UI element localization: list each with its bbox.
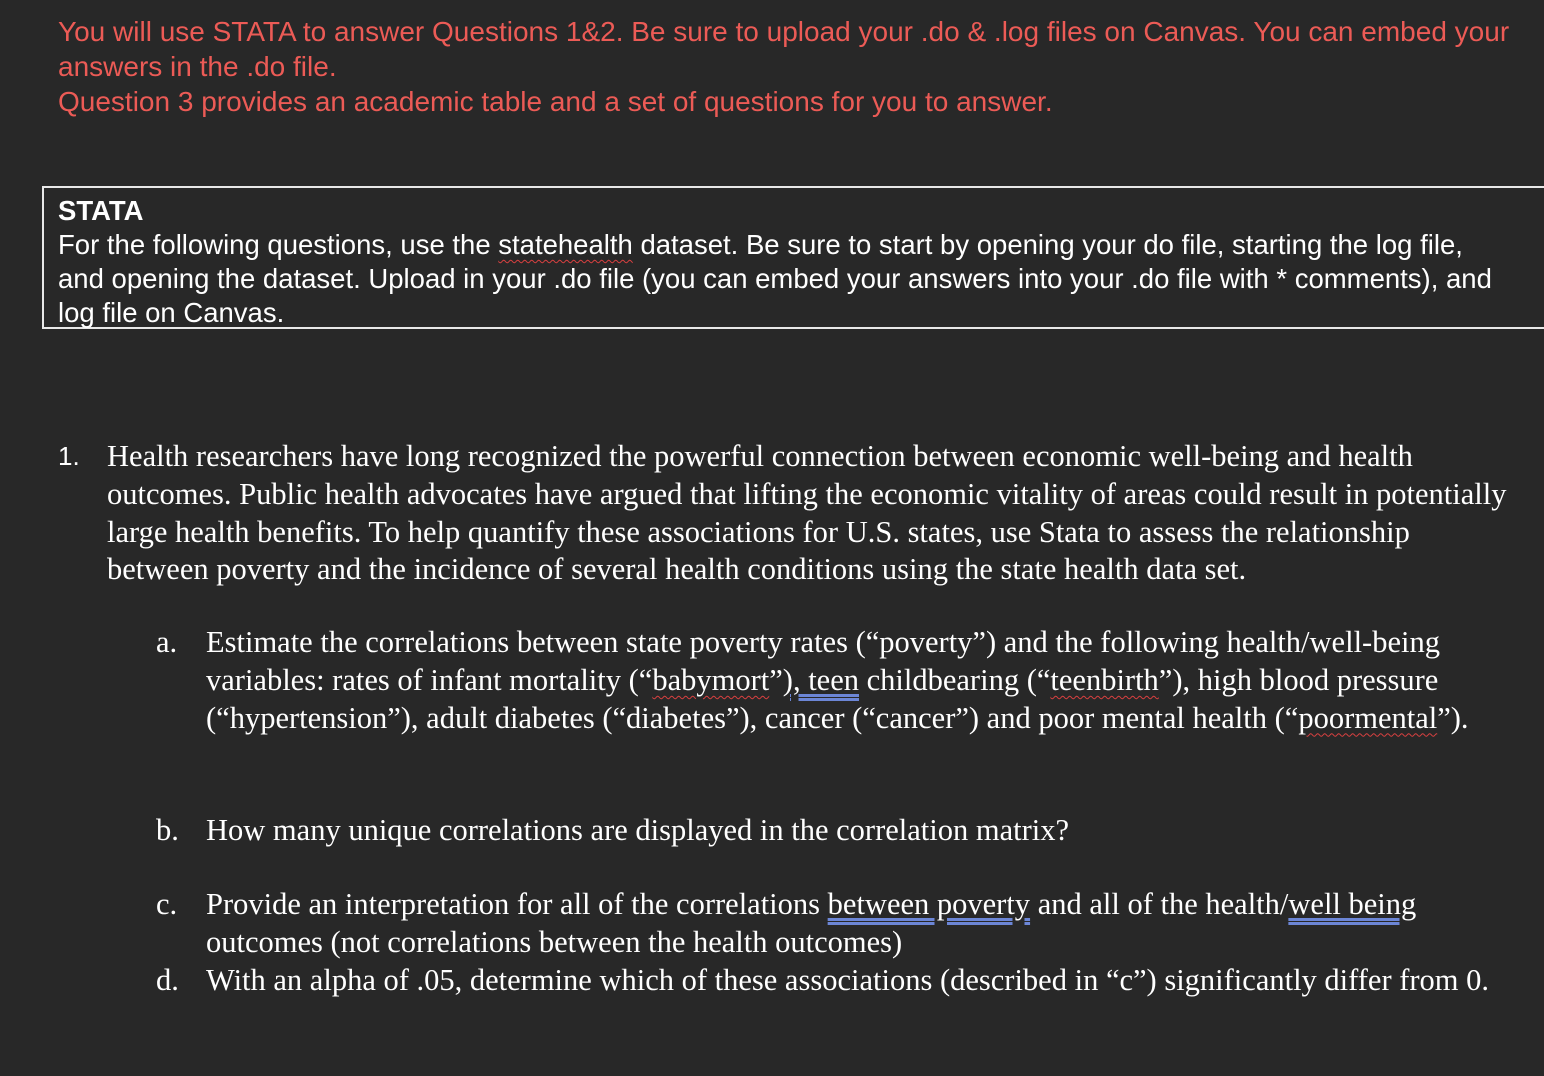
babymort-spellcheck: babymort xyxy=(652,662,770,697)
intro-line-1: You will use STATA to answer Questions 1&2. Be sure to upload your .do & .log files on Canvas. You can embed your answers in the .do file. xyxy=(58,16,1510,82)
q1c-text-segment: Provide an interpretation for all of the correlations xyxy=(206,887,828,921)
stata-heading: STATA xyxy=(58,195,144,226)
question-1-text: Health researchers have long recognized the powerful connection between economic well-being and health outcomes. Public health advocates have argued that lifting the economic vitality of areas could result in potentially large health benefits. To help quantify these associations for U.S. states, use Stata to assess the relationship between poverty and the incidence of several health conditions using the state health data set. xyxy=(107,439,1507,587)
question-1-number: 1. xyxy=(58,441,80,471)
stata-text-part-1: For the following questions, use the xyxy=(58,229,499,260)
q1a-text-segment: childbearing (“ xyxy=(859,662,1051,697)
question-1c xyxy=(156,886,1536,962)
question-1d xyxy=(156,962,1536,1000)
question-1d-letter: d. xyxy=(156,963,179,997)
q1c-text-segment: outcomes (not correlations between the health outcomes) xyxy=(206,924,903,959)
teen-grammar-check: ), teen xyxy=(782,662,859,697)
question-1b-letter: b. xyxy=(156,813,179,847)
q1a-text-segment: ”), high blood pressure (“hypertension”), adult diabetes (“diabetes”), cancer (“cancer”) and poor mental health (“ xyxy=(206,662,1439,735)
question-1b-text: How many unique correlations are displayed in the correlation matrix? xyxy=(206,813,1070,847)
q1a-text-segment: ”). xyxy=(1437,700,1469,735)
question-1a-text xyxy=(206,624,1536,737)
stata-instructions-text xyxy=(58,228,1498,330)
intro-line-2: Question 3 provides an academic table and a set of questions for you to answer. xyxy=(58,86,1053,117)
instructions-intro xyxy=(58,14,1518,119)
question-1a xyxy=(156,624,1536,737)
question-1a-letter: a. xyxy=(156,625,178,659)
question-1b xyxy=(156,812,1536,850)
stata-instructions-box xyxy=(42,186,1544,329)
stata-text-part-2: dataset. Be sure to start by opening your do file, starting the log file, and opening the dataset. Upload in your .do file (you can embed your answers into your .do file with * comments), and log file on Canvas. xyxy=(58,229,1492,328)
between-poverty-grammar-check: between poverty xyxy=(827,887,1031,921)
dataset-name-spellcheck: statehealth xyxy=(498,229,633,260)
q1a-text-segment: ” xyxy=(769,662,783,697)
q1a-text-segment: Estimate the correlations between state poverty rates (“poverty”) and the following health/well-being variables: rates of infant mortality (“ xyxy=(206,625,1440,697)
question-1d-text: With an alpha of .05, determine which of these associations (described in “c”) significantly differ from 0. xyxy=(206,963,1490,997)
q1c-text-segment: and all of the health/ xyxy=(1030,887,1289,921)
teenbirth-spellcheck: teenbirth xyxy=(1050,662,1159,697)
well-being-grammar-check: well being xyxy=(1288,887,1417,921)
question-1 xyxy=(58,438,1518,589)
poormental-spellcheck: poormental xyxy=(1298,700,1438,735)
question-1c-text xyxy=(206,886,1536,962)
question-1c-letter: c. xyxy=(156,887,178,921)
